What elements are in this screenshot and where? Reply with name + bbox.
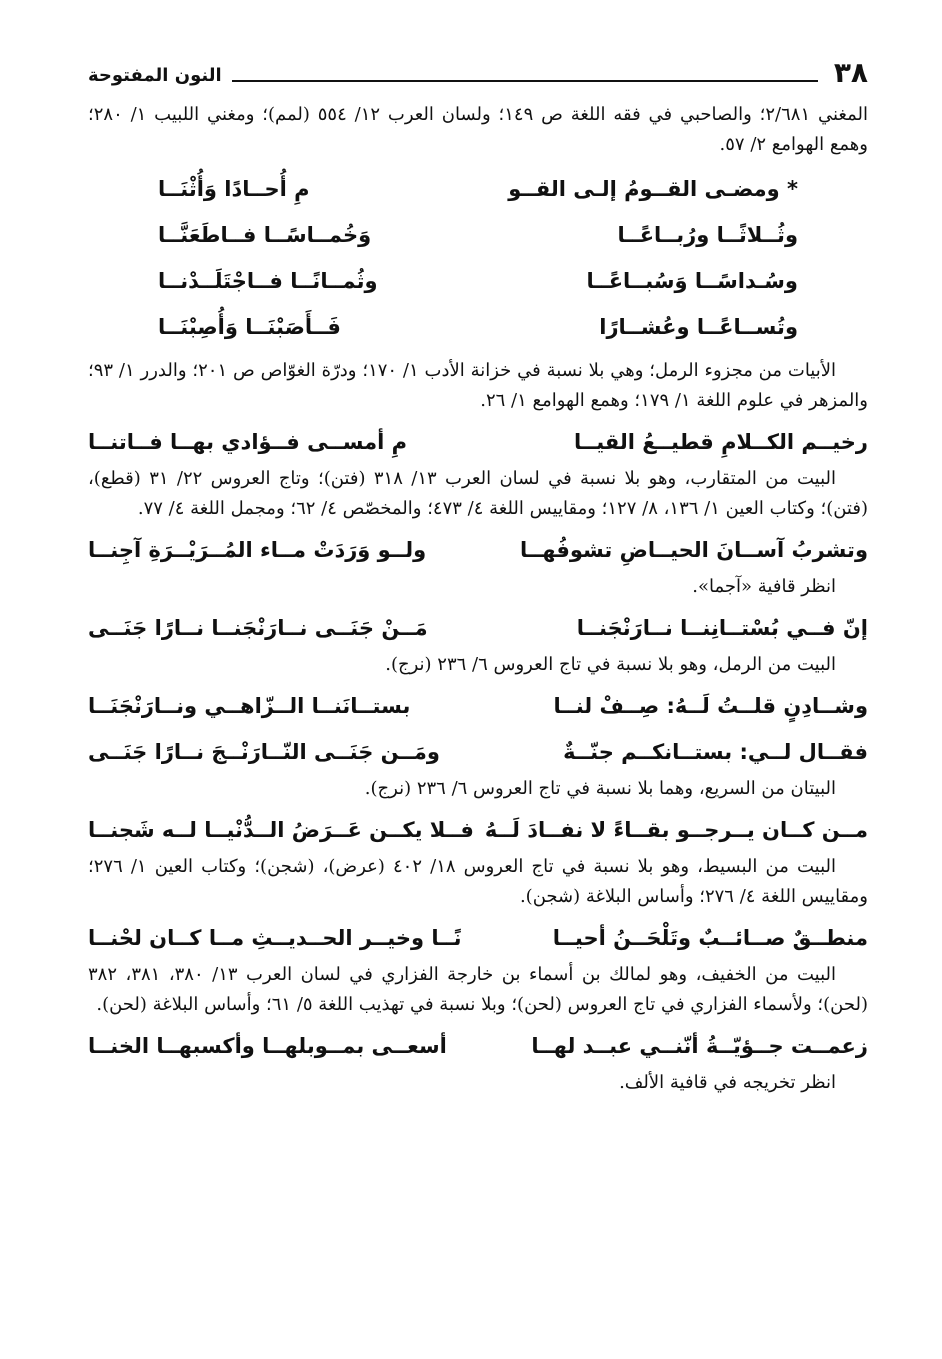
- first-hemistich: فقــال لــي: بستــانكــم جنّــةٌ: [563, 740, 868, 764]
- commentary-paragraph: انظر قافية «آجما».: [692, 576, 836, 597]
- verse-line: [88, 304, 868, 350]
- first-hemistich: منطــقٌ صــائــبٌ وتَلْحَــنُ أحيــا: [552, 926, 868, 950]
- second-hemistich: مَــنْ جَنَــى نــارَنْجَنــا نــارًا جَنَــى: [88, 616, 428, 640]
- second-hemistich: مِ أمســى فــؤادي بهــا فــاتنــا: [88, 430, 407, 454]
- reference-paragraph: المغني ٢/٦٨١؛ والصاحبي في فقه اللغة ص ١٤٩؛ ولسان العرب ١٢/ ٥٥٤ (لمم)؛ ومغني اللبيب ١/ ٢٨٠؛ وهمع الهوامع ٢/ ٥٧.: [88, 104, 868, 155]
- second-hemistich: وثُمــانًــا فــاجْتَلَــدْنــا: [158, 269, 378, 293]
- first-hemistich: وتُســاعًــا وعُشــارًا: [599, 315, 798, 339]
- first-hemistich: * ومضـى القــومُ إلـى القــو: [508, 177, 798, 201]
- first-hemistich: رخيــم الكــلامِ قطيــعُ القيــا: [573, 430, 868, 454]
- verse-line: [88, 212, 868, 258]
- page-content: [88, 100, 868, 1098]
- second-hemistich: بستــانَنــا الــزّاهــي ونــارَنْجَنَــا: [88, 694, 411, 718]
- verse-line: [88, 422, 868, 462]
- first-hemistich: وثُــلاثًــا ورُبــاعًــا: [617, 223, 798, 247]
- commentary-paragraph: الأبيات من مجزوء الرمل؛ وهي بلا نسبة في خزانة الأدب ١/ ١٧٠؛ ودرّة الغوّاص ص ٢٠١؛ والدرر ١/ ٩٣؛ والمزهر في علوم اللغة ١/ ١٧٩؛ وهمع الهوامع ١/ ٢٦.: [88, 360, 868, 411]
- page-header: [88, 48, 868, 88]
- commentary-paragraph: البيتان من السريع، وهما بلا نسبة في تاج العروس ٦/ ٢٣٦ (نرج).: [364, 778, 836, 799]
- second-hemistich: مِ أُحــادًا وَأُثْنَــا: [158, 177, 310, 201]
- verse-line: [88, 918, 868, 958]
- book-page: [88, 48, 868, 1098]
- second-hemistich: ولــو وَرَدَتْ مــاء المُــرَيْــرَةِ آجِنــا: [88, 538, 427, 562]
- second-hemistich: وَخُمــاسًــا فــاطَعَنَّــا: [158, 223, 372, 247]
- verse-line: [88, 258, 868, 304]
- second-hemistich: نًــا وخيــر الحــديــثِ مــا كــان لحْنــا: [88, 926, 462, 950]
- verse-line: [88, 1026, 868, 1066]
- second-hemistich: فــلا يكــن عَــرَضُ الــدُّنْيــا لــه شَجنــا: [88, 818, 474, 842]
- second-hemistich: أسعــى بمــوبلهــا وأكسبهــا الخنــا: [88, 1034, 447, 1058]
- first-hemistich: زعمــت جــؤيّــةُ أنّنــي عبــد لهــا: [531, 1034, 868, 1058]
- commentary-paragraph: انظر تخريجه في قافية الألف.: [619, 1072, 836, 1093]
- first-hemistich: وتشربُ آســانَ الحيــاضِ تشوفُهــا: [520, 538, 868, 562]
- first-hemistich: وشــادِنٍ قلــتُ لَــهُ: صِــفْ لنــا: [553, 694, 868, 718]
- first-hemistich: مــن كــان يــرجــو بقــاءً لا نفــادَ لَــهُ: [484, 818, 868, 842]
- verse-line: [88, 166, 868, 212]
- commentary-paragraph: البيت من البسيط، وهو بلا نسبة في تاج العروس ١٨/ ٤٠٢ (عرض)، (شجن)؛ وكتاب العين ١/ ٢٧٦؛ ومقاييس اللغة ٤/ ٢٧٦؛ وأساس البلاغة (شجن).: [88, 856, 868, 907]
- verse-line: [88, 732, 868, 772]
- page-number: ٣٨: [833, 56, 868, 89]
- commentary-paragraph: البيت من المتقارب، وهو بلا نسبة في لسان العرب ١٣/ ٣١٨ (فتن)؛ وتاج العروس ٢٢/ ٣١ (قطع)، (فتن)؛ وكتاب العين ١/ ١٣٦، ٨/ ١٢٧؛ ومقاييس اللغة ٤/ ٤٧٣؛ والمخصّص ٤/ ٦٢؛ ومجمل اللغة ٤/ ٧٧.: [88, 468, 868, 519]
- running-title: النون المفتوحة: [88, 65, 222, 86]
- verse-line: [88, 608, 868, 648]
- verse-line: [88, 686, 868, 726]
- second-hemistich: ومَــن جَنَــى النّــارَنْــجَ نــارًا جَنَــى: [88, 740, 440, 764]
- second-hemistich: فَــأَصَبْنَــا وَأُصِبْنَــا: [158, 315, 341, 339]
- verse-line: [88, 810, 868, 850]
- commentary-paragraph: البيت من الخفيف، وهو لمالك بن أسماء بن خارجة الفزاري في لسان العرب ١٣/ ٣٨٠، ٣٨١، ٣٨٢ (لحن)؛ ولأسماء الفزاري في تاج العروس (لحن)؛ وبلا نسبة في تهذيب اللغة ٥/ ٦١؛ وأساس البلاغة (لحن).: [88, 964, 868, 1015]
- commentary-paragraph: البيت من الرمل، وهو بلا نسبة في تاج العروس ٦/ ٢٣٦ (نرج).: [385, 654, 836, 675]
- first-hemistich: وسُـداسًــا وَسُبــاعًــا: [586, 269, 798, 293]
- poem-block: [88, 166, 868, 350]
- header-rule: [232, 80, 818, 82]
- first-hemistich: إنّ فــي بُسْتــانِنــا نــارَنْجَنــا: [576, 616, 868, 640]
- verse-line: [88, 530, 868, 570]
